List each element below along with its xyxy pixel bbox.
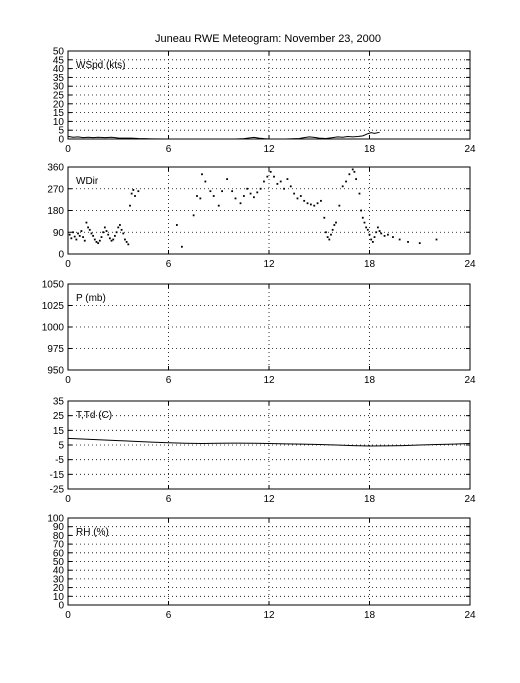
wdir-point (310, 204, 312, 206)
wdir-point (307, 202, 309, 204)
wdir-ytick-label: 270 (47, 184, 64, 196)
pressure-xtick-label: 18 (363, 375, 376, 386)
wdir-point (317, 202, 319, 204)
wdir-point (380, 233, 382, 235)
rh-ytick-label: 60 (52, 548, 64, 560)
rh-ytick-label: 90 (52, 522, 64, 534)
pressure-ytick-label: 950 (47, 365, 64, 377)
wdir-point (235, 198, 237, 200)
wdir-point (131, 193, 133, 195)
wspd-xtick-label: 0 (65, 144, 71, 155)
wdir-point (349, 173, 351, 175)
wdir-point (226, 178, 228, 180)
wdir-point (87, 227, 89, 229)
wdir-point (266, 176, 268, 178)
wspd-panel-label: WSpd (kts) (76, 60, 126, 71)
wdir-point (260, 188, 262, 190)
wdir-point (362, 217, 364, 219)
wdir-point (129, 205, 131, 207)
wdir-point (360, 210, 362, 212)
wspd-ytick-label: 35 (52, 72, 64, 84)
wspd-ytick-label: 30 (52, 81, 64, 93)
wdir-point (392, 236, 394, 238)
wspd-ytick-label: 50 (52, 46, 64, 58)
wdir-point (384, 235, 386, 237)
wdir-point (338, 205, 340, 207)
wdir-point (263, 181, 265, 183)
wdir-point (370, 239, 372, 241)
temp-ytick-label: 15 (52, 425, 64, 437)
wdir-point (106, 230, 108, 232)
wdir-point (342, 185, 344, 187)
wdir-point (112, 239, 114, 241)
wdir-point (102, 231, 104, 233)
wdir-point (119, 224, 121, 226)
wdir-point (359, 193, 361, 195)
figure-title: Juneau RWE Meteogram: November 23, 2000 (154, 33, 382, 45)
wspd-xtick-label: 12 (263, 144, 275, 155)
temp-xtick-label: 24 (464, 494, 476, 505)
wspd-xtick-label: 24 (464, 144, 476, 155)
wdir-point (250, 193, 252, 195)
wdir-point (81, 230, 83, 232)
wdir-point (122, 233, 124, 235)
pressure-panel-label: P (mb) (76, 293, 106, 304)
wdir-point (325, 231, 327, 233)
wdir-point (137, 190, 139, 192)
wdir-point (104, 227, 106, 229)
rh-ytick-label: 80 (52, 530, 64, 542)
wdir-point (369, 234, 371, 236)
pressure-panel (42, 280, 476, 387)
rh-xtick-label: 0 (65, 610, 71, 621)
wdir-point (94, 239, 96, 241)
wdir-point (99, 240, 101, 242)
rh-ytick-label: 30 (52, 574, 64, 586)
wdir-point (196, 195, 198, 197)
wdir-point (213, 195, 215, 197)
wdir-point (345, 181, 347, 183)
rh-ytick-label: 100 (47, 513, 64, 525)
wdir-xtick-label: 6 (165, 259, 172, 270)
wdir-point (181, 246, 183, 248)
wdir-point (387, 234, 389, 236)
temp-ytick-label: 25 (52, 411, 64, 423)
wdir-point (77, 233, 79, 235)
wdir-point (111, 240, 113, 242)
wdir-point (193, 214, 195, 216)
wdir-xtick-label: 18 (363, 259, 376, 270)
wdir-xtick-label: 0 (65, 259, 71, 270)
wdir-panel-label: WDir (76, 176, 99, 187)
pressure-ytick-label: 1000 (41, 322, 64, 334)
wdir-ytick-label: 360 (47, 162, 64, 174)
wdir-point (69, 234, 71, 236)
wdir-point (74, 236, 76, 238)
wdir-panel (47, 163, 476, 271)
wdir-point (374, 236, 376, 238)
wdir-point (117, 227, 119, 229)
rh-panel-label: RH (%) (76, 527, 109, 538)
pressure-ytick-label: 975 (47, 344, 64, 355)
wdir-ytick-label: 180 (47, 206, 64, 217)
wdir-point (89, 229, 91, 231)
wdir-point (419, 242, 421, 244)
wdir-point (407, 241, 409, 243)
wdir-point (365, 227, 367, 229)
wdir-point (221, 190, 223, 192)
temp-panel-label: T,Td (C) (76, 410, 113, 421)
wdir-point (246, 188, 248, 190)
wdir-point (293, 193, 295, 195)
wdir-point (201, 173, 203, 175)
wdir-point (96, 241, 98, 243)
wdir-point (328, 239, 330, 241)
wdir-point (364, 222, 366, 224)
wdir-point (97, 242, 99, 244)
wdir-point (367, 229, 369, 231)
wspd-series-line (68, 132, 380, 139)
wspd-xtick-label: 18 (363, 144, 376, 155)
wdir-point (126, 241, 128, 243)
wspd-ytick-label: 10 (52, 116, 64, 128)
temp-ytick-label: 5 (58, 440, 64, 452)
wdir-point (218, 205, 220, 207)
temp-xtick-label: 12 (263, 494, 275, 505)
wdir-point (124, 239, 126, 241)
rh-ytick-label: 20 (52, 583, 64, 595)
wdir-point (332, 229, 334, 231)
wdir-point (127, 243, 129, 245)
wdir-point (280, 181, 282, 183)
pressure-xtick-label: 0 (65, 375, 71, 386)
pressure-xtick-label: 12 (263, 375, 275, 386)
temp-panel (50, 397, 476, 506)
rh-xtick-label: 24 (464, 610, 476, 621)
wspd-xtick-label: 6 (165, 144, 172, 155)
wspd-ytick-label: 0 (58, 134, 64, 146)
pressure-xtick-label: 6 (165, 375, 172, 386)
wdir-point (436, 239, 438, 241)
rh-ytick-label: 0 (58, 600, 64, 612)
wdir-point (176, 224, 178, 226)
wdir-point (70, 237, 72, 239)
wdir-point (300, 195, 302, 197)
wdir-point (101, 236, 103, 238)
wdir-point (209, 190, 211, 192)
temp-xtick-label: 18 (363, 494, 376, 505)
temp-ytick-label: 35 (52, 396, 64, 408)
pressure-ytick-label: 1050 (41, 279, 64, 291)
wdir-point (399, 239, 401, 241)
wdir-xtick-label: 24 (464, 259, 476, 270)
wdir-point (354, 171, 356, 173)
wdir-point (303, 200, 305, 202)
wdir-point (86, 222, 88, 224)
pressure-xtick-label: 24 (464, 375, 476, 386)
wspd-ytick-label: 40 (52, 64, 64, 76)
temp-xtick-label: 0 (65, 494, 71, 505)
wdir-point (91, 233, 93, 235)
wdir-point (75, 239, 77, 241)
wdir-point (379, 230, 381, 232)
pressure-ytick-label: 1025 (41, 301, 64, 312)
wdir-point (270, 171, 272, 173)
wdir-point (276, 183, 278, 185)
wdir-point (313, 205, 315, 207)
rh-ytick-label: 50 (52, 557, 64, 568)
wdir-point (375, 231, 377, 233)
temp-ytick-label: -25 (49, 484, 64, 496)
wdir-point (121, 229, 123, 231)
wdir-point (114, 235, 116, 237)
rh-ytick-label: 70 (52, 539, 64, 551)
wspd-ytick-label: 15 (52, 108, 64, 120)
wdir-point (256, 191, 258, 193)
wdir-point (243, 195, 245, 197)
rh-xtick-label: 18 (363, 610, 376, 621)
temp-ytick-label: -15 (49, 469, 64, 481)
wdir-point (287, 178, 289, 180)
wdir-point (204, 181, 206, 183)
wdir-point (199, 198, 201, 200)
wdir-point (372, 241, 374, 243)
wdir-point (297, 198, 299, 200)
wspd-ytick-label: 5 (58, 125, 64, 137)
wdir-point (134, 195, 136, 197)
wdir-point (116, 231, 118, 233)
temp-xtick-label: 6 (165, 494, 172, 505)
wdir-ytick-label: 90 (52, 227, 64, 239)
wdir-point (240, 202, 242, 204)
wdir-point (327, 236, 329, 238)
wdir-point (290, 185, 292, 187)
wdir-point (320, 200, 322, 202)
wdir-point (330, 234, 332, 236)
rh-ytick-label: 10 (52, 591, 64, 603)
wspd-ytick-label: 25 (52, 90, 64, 102)
wdir-point (253, 196, 255, 198)
wdir-point (231, 190, 233, 192)
wdir-point (352, 169, 354, 171)
wdir-point (335, 222, 337, 224)
wdir-point (84, 240, 86, 242)
temp-ytick-label: -5 (55, 455, 64, 467)
wspd-ytick-label: 20 (52, 99, 64, 111)
wdir-point (82, 236, 84, 238)
wdir-point (377, 227, 379, 229)
rh-xtick-label: 6 (165, 610, 172, 621)
wspd-ytick-label: 45 (52, 55, 64, 67)
wdir-point (273, 176, 275, 178)
wdir-point (109, 237, 111, 239)
wdir-point (132, 189, 134, 191)
wdir-point (355, 178, 357, 180)
rh-ytick-label: 40 (52, 565, 64, 577)
rh-xtick-label: 12 (263, 610, 275, 621)
wdir-point (79, 235, 81, 237)
rh-panel (47, 514, 476, 622)
wdir-point (107, 234, 109, 236)
wdir-xtick-label: 12 (263, 259, 275, 270)
wdir-point (333, 224, 335, 226)
wdir-point (323, 217, 325, 219)
wdir-point (92, 235, 94, 237)
wdir-point (283, 188, 285, 190)
wspd-panel (53, 47, 476, 156)
wdir-point (72, 231, 74, 233)
wdir-ytick-label: 0 (58, 249, 64, 261)
